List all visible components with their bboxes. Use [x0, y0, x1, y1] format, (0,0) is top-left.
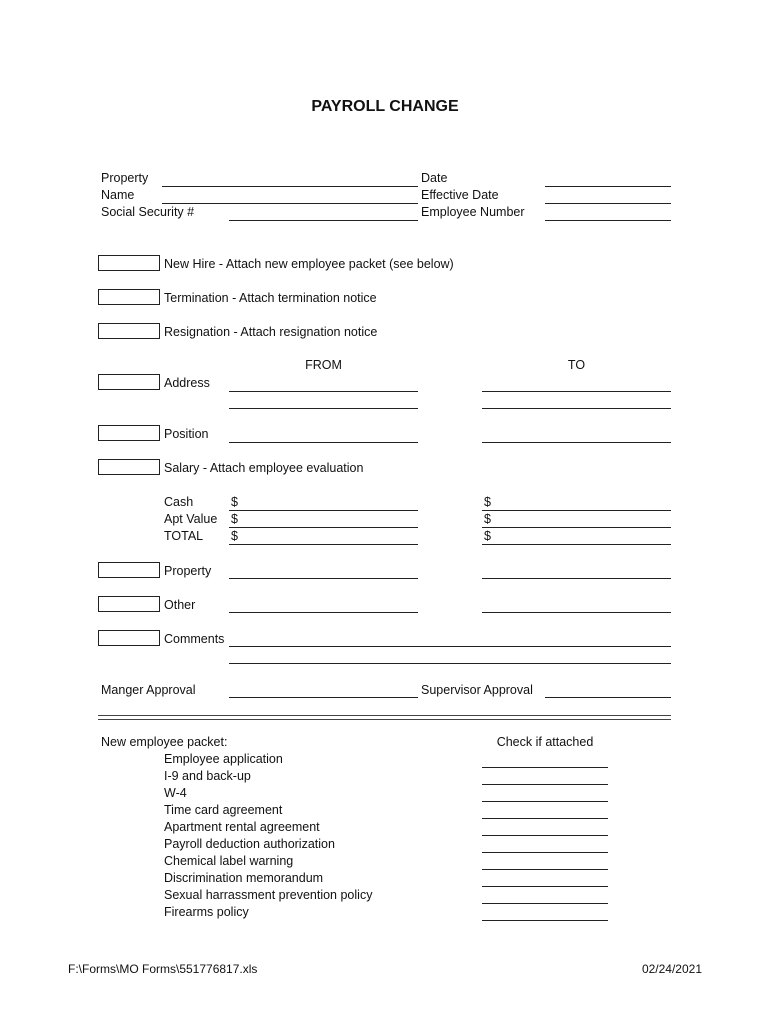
- packet-check-line[interactable]: [482, 852, 608, 853]
- apt-value-from-field[interactable]: [229, 527, 418, 528]
- resignation-label: Resignation - Attach resignation notice: [164, 325, 378, 339]
- manager-approval-field[interactable]: [229, 697, 418, 698]
- packet-item: Apartment rental agreement: [164, 820, 320, 834]
- apt-value-label: Apt Value: [164, 512, 218, 526]
- effective-date-field[interactable]: [545, 203, 671, 204]
- to-column-heading: TO: [567, 358, 586, 372]
- manager-approval-label: Manger Approval: [101, 683, 196, 697]
- salary-checkbox[interactable]: [98, 459, 160, 475]
- position-label: Position: [164, 427, 209, 441]
- packet-check-line[interactable]: [482, 869, 608, 870]
- effective-date-label: Effective Date: [421, 188, 499, 202]
- packet-item: Chemical label warning: [164, 854, 294, 868]
- salary-label: Salary - Attach employee evaluation: [164, 461, 364, 475]
- packet-check-line[interactable]: [482, 903, 608, 904]
- termination-label: Termination - Attach termination notice: [164, 291, 377, 305]
- packet-check-line[interactable]: [482, 818, 608, 819]
- packet-item: Time card agreement: [164, 803, 283, 817]
- apt-value-to-field[interactable]: [482, 527, 671, 528]
- total-to-field[interactable]: [482, 544, 671, 545]
- new-hire-checkbox[interactable]: [98, 255, 160, 271]
- total-label: TOTAL: [164, 529, 204, 543]
- supervisor-approval-field[interactable]: [545, 697, 671, 698]
- address-to-line-1[interactable]: [482, 391, 671, 392]
- packet-item: Payroll deduction authorization: [164, 837, 335, 851]
- position-to-field[interactable]: [482, 442, 671, 443]
- date-field[interactable]: [545, 186, 671, 187]
- total-to-currency: $: [484, 529, 491, 543]
- packet-item: Employee application: [164, 752, 283, 766]
- check-if-attached-heading: Check if attached: [496, 735, 594, 749]
- supervisor-approval-label: Supervisor Approval: [421, 683, 533, 697]
- packet-check-line[interactable]: [482, 920, 608, 921]
- section-divider: [98, 715, 671, 720]
- address-label: Address: [164, 376, 210, 390]
- cash-label: Cash: [164, 495, 194, 509]
- resignation-checkbox[interactable]: [98, 323, 160, 339]
- employee-number-label: Employee Number: [421, 205, 525, 219]
- cash-to-currency: $: [484, 495, 491, 509]
- name-field[interactable]: [162, 203, 418, 204]
- comments-checkbox[interactable]: [98, 630, 160, 646]
- other-to-field[interactable]: [482, 612, 671, 613]
- property-field[interactable]: [162, 186, 418, 187]
- property-checkbox[interactable]: [98, 562, 160, 578]
- packet-item: I-9 and back-up: [164, 769, 251, 783]
- termination-checkbox[interactable]: [98, 289, 160, 305]
- comments-line-2[interactable]: [229, 663, 671, 664]
- new-hire-label: New Hire - Attach new employee packet (see below): [164, 257, 454, 271]
- other-from-field[interactable]: [229, 612, 418, 613]
- packet-check-line[interactable]: [482, 767, 608, 768]
- packet-item: Sexual harrassment prevention policy: [164, 888, 373, 902]
- footer-file-path: F:\Forms\MO Forms\551776817.xls: [68, 962, 258, 976]
- property-label: Property: [101, 171, 149, 185]
- total-from-currency: $: [231, 529, 238, 543]
- cash-from-field[interactable]: [229, 510, 418, 511]
- property-change-label: Property: [164, 564, 212, 578]
- packet-item: W-4: [164, 786, 187, 800]
- footer-date: 02/24/2021: [641, 962, 702, 976]
- ssn-label: Social Security #: [101, 205, 195, 219]
- position-checkbox[interactable]: [98, 425, 160, 441]
- cash-to-field[interactable]: [482, 510, 671, 511]
- name-label: Name: [101, 188, 135, 202]
- total-from-field[interactable]: [229, 544, 418, 545]
- other-checkbox[interactable]: [98, 596, 160, 612]
- apt-value-to-currency: $: [484, 512, 491, 526]
- ssn-field[interactable]: [229, 220, 418, 221]
- page-title: PAYROLL CHANGE: [311, 98, 459, 115]
- packet-check-line[interactable]: [482, 784, 608, 785]
- comments-line-1[interactable]: [229, 646, 671, 647]
- cash-from-currency: $: [231, 495, 238, 509]
- packet-item: Discrimination memorandum: [164, 871, 324, 885]
- apt-value-from-currency: $: [231, 512, 238, 526]
- comments-label: Comments: [164, 632, 225, 646]
- from-column-heading: FROM: [305, 358, 342, 372]
- other-label: Other: [164, 598, 196, 612]
- packet-check-line[interactable]: [482, 835, 608, 836]
- packet-item: Firearms policy: [164, 905, 249, 919]
- address-from-line-1[interactable]: [229, 391, 418, 392]
- employee-number-field[interactable]: [545, 220, 671, 221]
- date-label: Date: [421, 171, 448, 185]
- address-to-line-2[interactable]: [482, 408, 671, 409]
- packet-check-line[interactable]: [482, 886, 608, 887]
- position-from-field[interactable]: [229, 442, 418, 443]
- address-from-line-2[interactable]: [229, 408, 418, 409]
- packet-heading: New employee packet:: [101, 735, 228, 749]
- property-from-field[interactable]: [229, 578, 418, 579]
- packet-check-line[interactable]: [482, 801, 608, 802]
- property-to-field[interactable]: [482, 578, 671, 579]
- address-checkbox[interactable]: [98, 374, 160, 390]
